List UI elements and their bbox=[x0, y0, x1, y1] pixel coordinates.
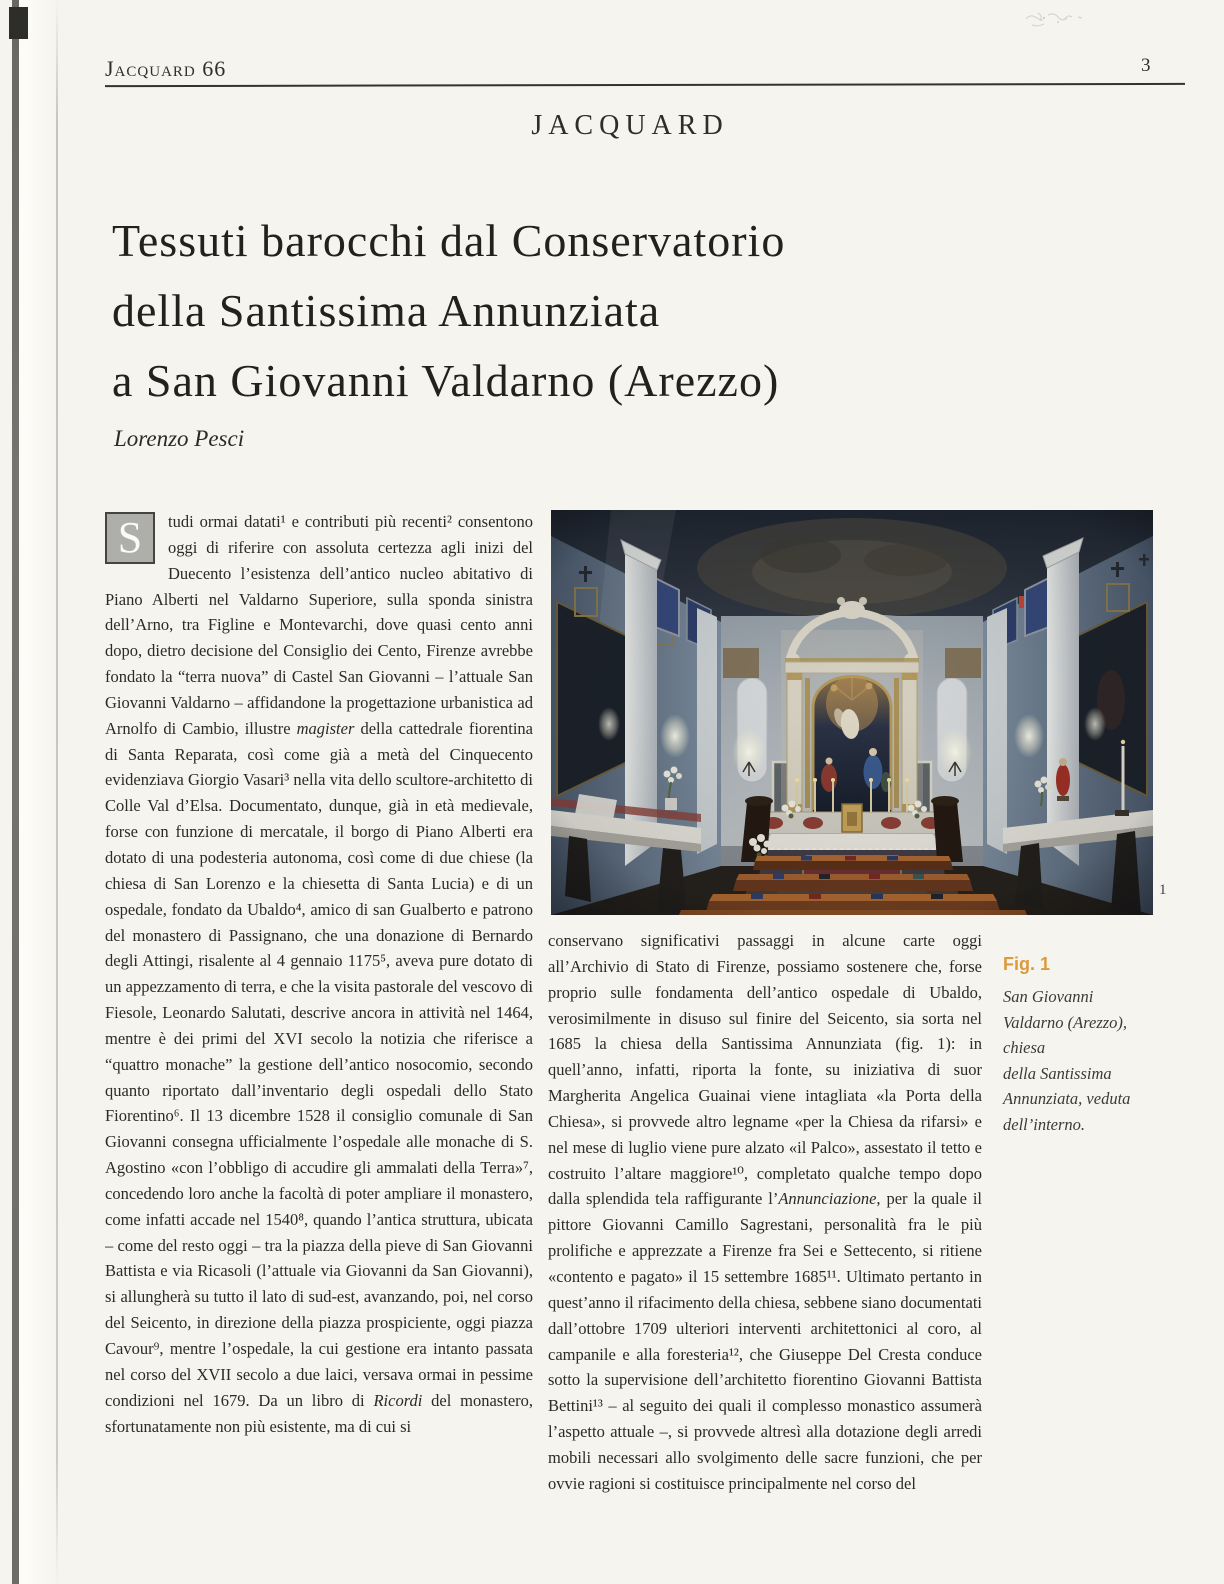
body-column-right bbox=[548, 928, 982, 1578]
church-interior-photo bbox=[551, 510, 1153, 915]
binding-gutter-line bbox=[56, 0, 58, 1584]
body-text-right: conservano significativi passaggi in alcune carte oggi all’Archivio di Stato di Firenze, possiamo sostenere che, forse proprio sulle fondamenta dell’antico ospedale di Ubaldo, verosimilmente in disuso sul finire del Seicento, sia sorta nel 1685 la chiesa della Santissima Annunziata (fig. 1): in quell’anno, infatti, riporta la fonte, su iniziativa di suor Margherita Angelica Guainai viene intagliata «la Porta della Chiesa», si provvede altro legname «per la Chiesa da rifarsi» e nel mese di luglio viene pure alzato «il Palco», assestato il tetto e costruito l’altare maggiore¹⁰, completato qualche tempo dopo dalla splendida tela raffigurante l’Annunciazione, per la quale il pittore Giovanni Camillo Sagrestani, personalità fra le più prolifiche e apprezzate a Firenze fra Sei e Settecento, si ritiene «contento e pagato» il 15 settembre 1685¹¹. Ultimato pertanto in quest’anno il rifacimento della chiesa, sebbene siano documentati dall’ottobre 1709 ulteriori interventi architettonici al coro, al campanile e alla foresteria¹², che Giuseppe Del Cresta conduce sotto la supervisione dell’architetto fiorentino Giovanni Battista Bettini¹³ – al seguito dei quali il complesso monastico assumerà l’aspetto attuale –, si provvede altresì alla dotazione degli arredi mobili necessari allo svolgimento delle sacre funzioni, che per ovvie ragioni si costituisce principalmente nel corso del bbox=[548, 931, 982, 1493]
figure-caption bbox=[1003, 954, 1178, 1137]
article-title-line-1: Tessuti barocchi dal Conservatorio bbox=[112, 215, 786, 266]
drop-cap: S bbox=[105, 512, 155, 564]
spine-corner-block bbox=[9, 7, 28, 39]
article-title bbox=[112, 206, 785, 416]
journal-masthead: JACQUARD bbox=[531, 110, 729, 141]
figure-caption-line: dell’interno. bbox=[1003, 1114, 1086, 1134]
article-title-line-3: a San Giovanni Valdarno (Arezzo) bbox=[112, 355, 780, 406]
figure-caption-line: San Giovanni bbox=[1003, 987, 1094, 1006]
header-rule bbox=[105, 83, 1185, 87]
spine-shadow bbox=[12, 0, 19, 1584]
running-header: Jacquard 66 bbox=[105, 56, 227, 81]
author-byline: Lorenzo Pesci bbox=[114, 426, 245, 451]
page-number: 3 bbox=[1141, 55, 1151, 76]
figure-caption-line: Annunziata, veduta bbox=[1003, 1089, 1131, 1108]
figure-caption-label: Fig. 1 bbox=[1003, 954, 1051, 974]
pencil-smudge bbox=[1018, 5, 1108, 37]
figure-number: 1 bbox=[1159, 882, 1167, 898]
body-column-left bbox=[105, 509, 533, 1575]
figure-caption-line: della Santissima bbox=[1003, 1063, 1112, 1083]
figure-caption-line: Valdarno (Arezzo), bbox=[1003, 1012, 1128, 1032]
page-curve-highlight bbox=[19, 0, 57, 1584]
figure-photo bbox=[551, 510, 1153, 915]
body-text-left: tudi ormai datati¹ e contributi più recenti² consentono oggi di riferire con assoluta certezza agli inizi del Duecento l’esistenza dell’antico nucleo abitativo di Piano Alberti nel Valdarno Superiore, sulla sponda sinistra dell’Arno, tra Figline e Montevarchi, dove quasi cento anni dopo, dietro decisione del Consiglio dei Cento, Firenze avrebbe fondato la “terra nuova” di Castel San Giovanni – l’attuale San Giovanni Valdarno – affidandone la progettazione urbanistica ad Arnolfo di Cambio, illustre magister della cattedrale fiorentina di Santa Reparata, così come già a metà del Cinquecento evidenziava Giorgio Vasari³ nella vita dello scultore-architetto di Colle Val d’Elsa. Documentato, dunque, già in età medievale, forse con funzione di mercatale, il borgo di Piano Alberti era dotato di una podesteria autonoma, così come di due chiese (la chiesa di San Lorenzo e la chiesetta di Santa Lucia) e di un ospedale, fondato da Ubaldo⁴, amico di san Gualberto e patrono del monastero di Passignano, che una donazione di Bernardo degli Attingi, risalente al 4 gennaio 1175⁵, aveva pure dotato di un appezzamento di terra, e che la visita pastorale del vescovo di Fiesole, Leonardo Salutati, descrive ancora in attività nel 1464, mentre è dei primi del XVI secolo la notizia che riferisce a “quattro monache” la gestione dell’antico nosocomio, secondo quanto riportato dall’inventario degli ospedali dello Stato Fiorentino⁶. Il 13 dicembre 1528 il consiglio comunale di San Giovanni consegna ufficialmente l’ospedale alle monache di S. Agostino «con l’obbligo di accudire gli ammalati della Terra»⁷, concedendo loro anche la facoltà di poter ampliare il monastero, come infatti accade nel 1540⁸, quando l’antica struttura, ubicata – come del resto oggi – tra la piazza della pieve di San Giovanni Battista e via Ricasoli (l’attuale via Giovanni da San Giovanni), si allungherà su tutto il lato di sud-est, avanzando, poi, nel corso del Seicento, in direzione della piazza prospiciente, oggi piazza Cavour⁹, mentre l’ospedale, la cui gestione era intanto passata nel corso del XVII secolo a due laici, versava ormai in pessime condizioni nel 1679. Da un libro di Ricordi del monastero, sfortunatamente non più esistente, ma di cui si bbox=[105, 512, 533, 1436]
article-title-line-2: della Santissima Annunziata bbox=[112, 285, 661, 336]
figure-caption-line: chiesa bbox=[1003, 1038, 1046, 1057]
